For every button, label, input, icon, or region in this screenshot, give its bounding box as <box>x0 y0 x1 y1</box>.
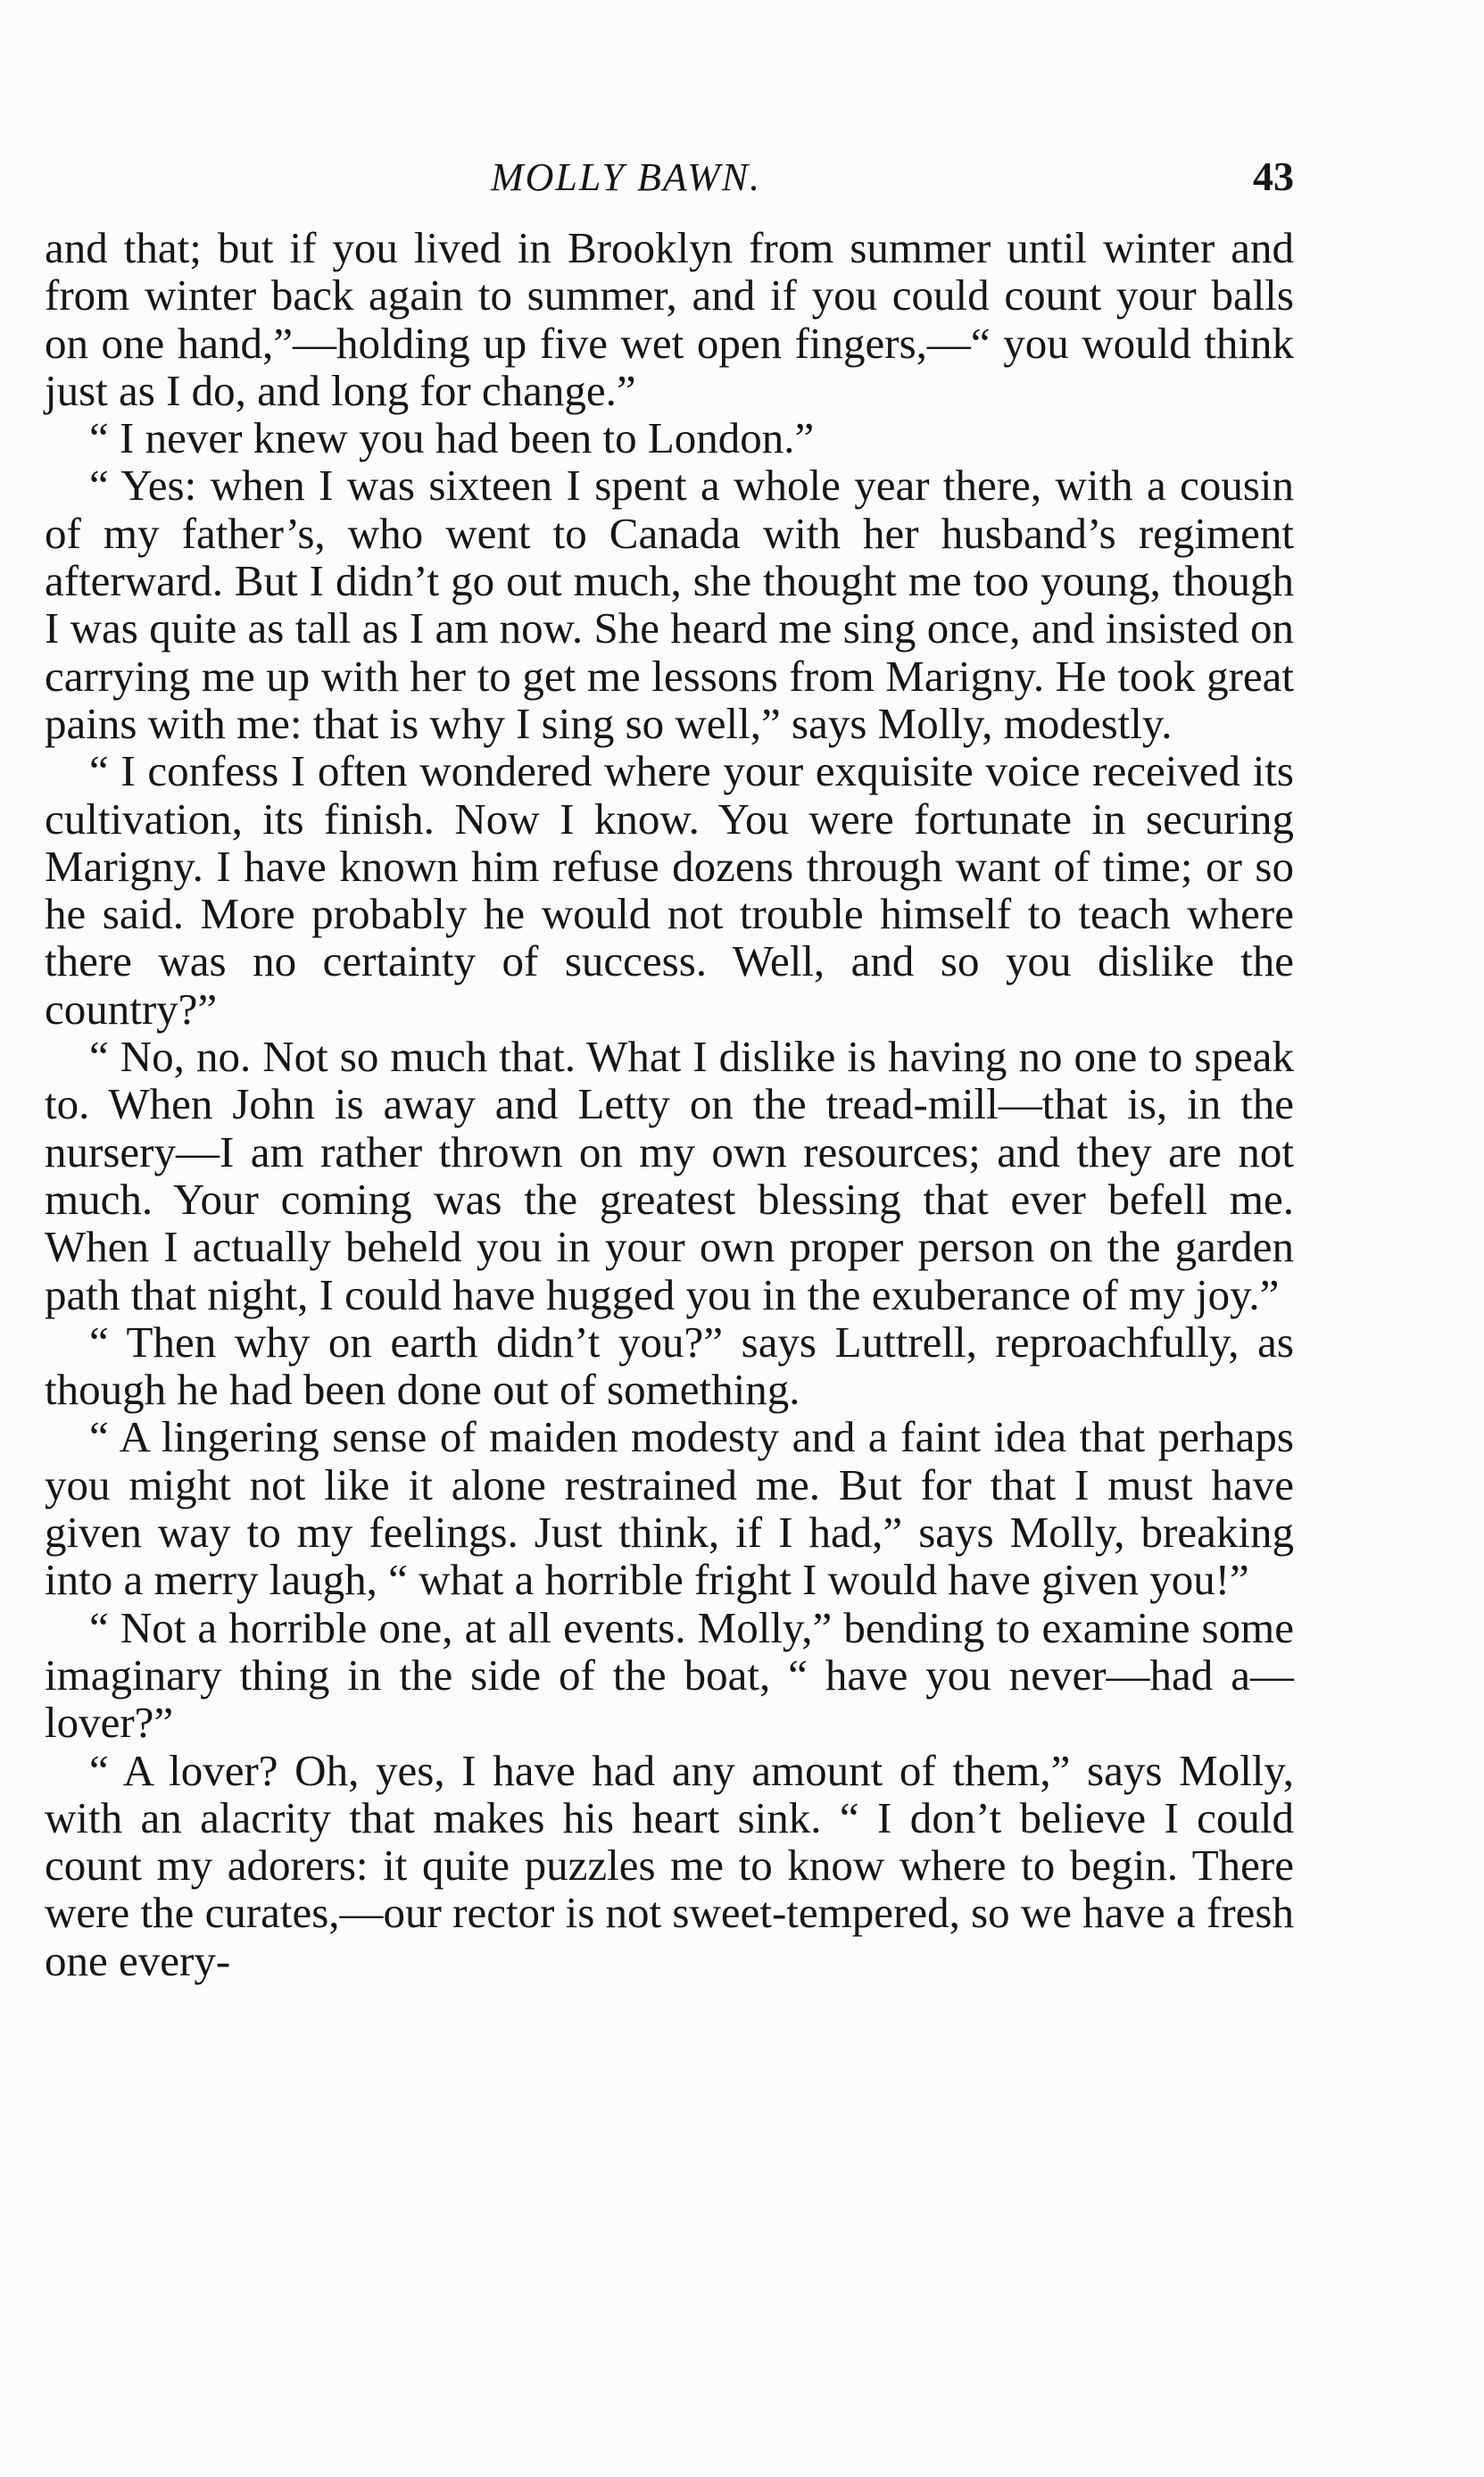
book-page <box>45 147 1294 1984</box>
page-number: 43 <box>1253 154 1294 199</box>
paragraph: “ No, no. Not so much that. What I dislike is having no one to speak to. When John is away and Letty on the tread-mill—that is, in the nursery—I am rather thrown on my own resources; and they are not much. Your coming was the greatest blessing that ever befell me. When I actually beheld you in your own proper person on the garden path that night, I could have hugged you in the exuberance of my joy.” <box>45 1032 1294 1319</box>
body-text <box>45 224 1294 1984</box>
paragraph: “ Not a horrible one, at all events. Molly,” bending to examine some imaginary thing in the side of the boat, “ have you never—had a—lover?” <box>45 1602 1294 1748</box>
paragraph: “ I never knew you had been to London.” <box>89 413 815 463</box>
paragraph: “ I confess I often wondered where your exquisite voice received its cultivation, its finish. Now I know. You were fortunate in securing Marigny. I have known him refuse dozens through want of time; or so he said. More probably he would not trouble himself to teach where there was no certainty of success. Well, and so you dislike the country?” <box>45 746 1294 1034</box>
page-header <box>45 147 1294 210</box>
running-title: MOLLY BAWN. <box>491 155 762 199</box>
paragraph: “ A lingering sense of maiden modesty and a faint idea that perhaps you might not like it alone restrained me. But for that I must have given way to my feelings. Just think, if I had,” says Molly, breaking into a merry laugh, “ what a horrible fright I would have given you!” <box>45 1412 1294 1605</box>
paragraph: and that; but if you lived in Brooklyn from summer until winter and from winter back again to summer, and if you could count your balls on one hand,”—holding up five wet open fingers,—“ you would think just as I do, and long for change.” <box>45 223 1294 415</box>
paragraph: “ Yes: when I was sixteen I spent a whole year there, with a cousin of my father’s, who went to Canada with her husband’s regiment afterward. But I didn’t go out much, she thought me too young, though I was quite as tall as I am now. She heard me sing once, and insisted on carrying me up with her to get me lessons from Marigny. He took great pains with me: that is why I sing so well,” says Molly, modestly. <box>45 461 1294 748</box>
paragraph: “ A lover? Oh, yes, I have had any amount of them,” says Molly, with an alacrity that makes his heart sink. “ I don’t believe I could count my adorers: it quite puzzles me to know where to begin. There were the curates,—our rector is not sweet-tempered, so we have a fresh one every- <box>45 1745 1294 1985</box>
paragraph: “ Then why on earth didn’t you?” says Luttrell, reproachfully, as though he had been done out of something. <box>45 1317 1294 1415</box>
